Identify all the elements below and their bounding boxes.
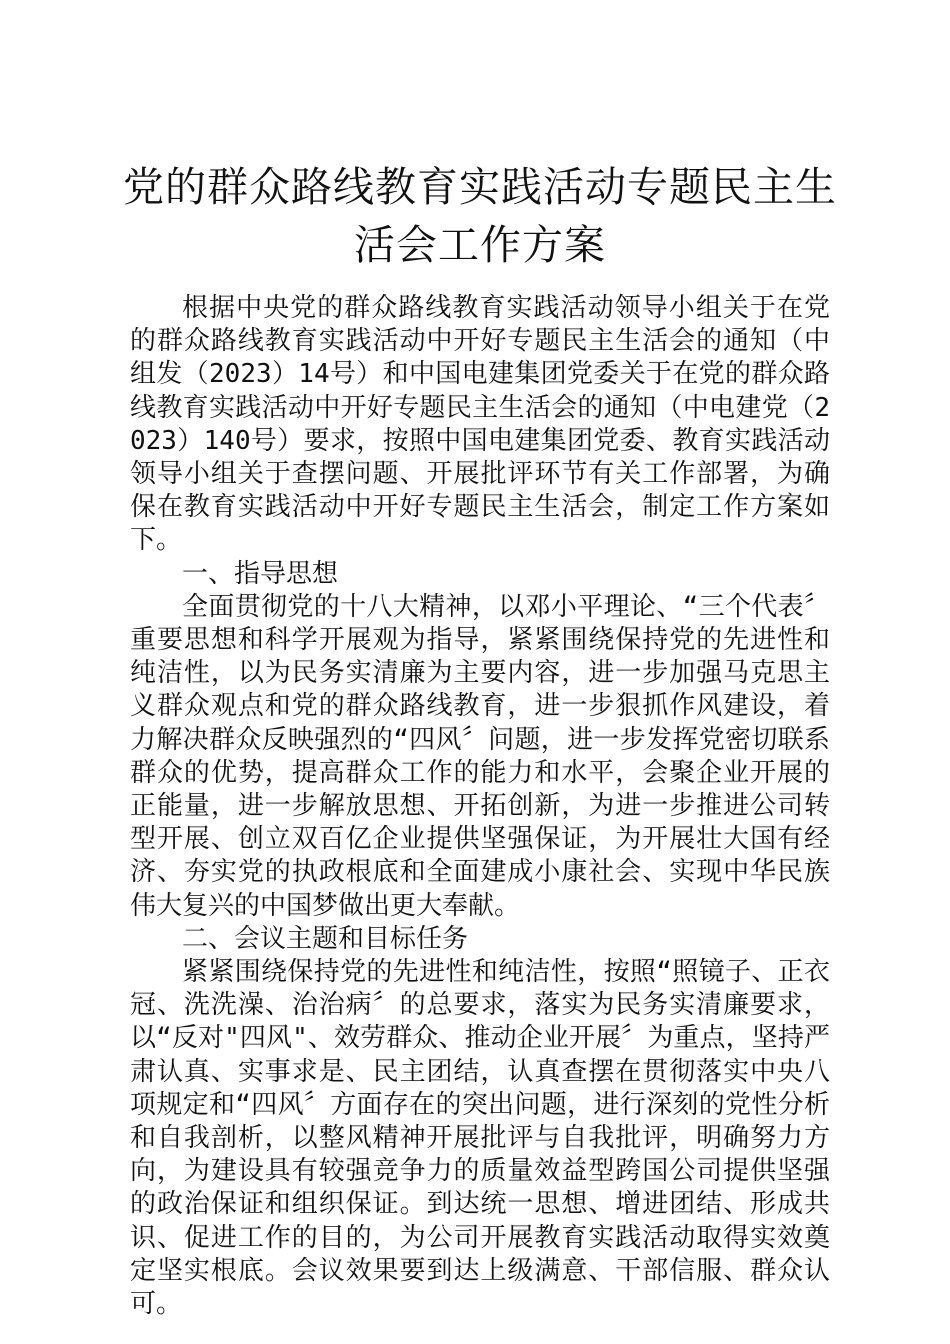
section-heading-meeting-theme: 二、会议主题和目标任务 xyxy=(182,923,469,954)
meeting-theme-paragraph: 紧紧围绕保持党的先进性和纯洁性，按照“照镜子、正衣冠、洗洗澡、治治病〞的总要求，落实为民务实清廉要求，以“反对"四风"、效劳群众、推动企业开展〞为重点，坚持严肃认真、实事求是、民主团结，认真查摆在贯彻落实中央八项规定和“四风〞方面存在的突出问题，进行深刻的党性分析和自我剖析，以整风精神开展批评与自我批评，明确努力方向，为建设具有较强竞争力的质量效益型跨国公司提供坚强的政治保证和组织保证。到达统一思想、增进团结、形成共识、促进工作的目的，为公司开展教育实践活动取得实效奠定坚实根底。会议效果要到达上级满意、干部信服、群众认可。 xyxy=(130,957,830,1320)
guiding-ideology-paragraph: 全面贯彻党的十八大精神，以邓小平理论、“三个代表〞重要思想和科学开展观为指导，紧紧围绕保持党的先进性和纯洁性，以为民务实清廉为主要内容，进一步加强马克思主义群众观点和党的群众路线教育，进一步狠抓作风建设，着力解决群众反映强烈的“四风〞问题，进一步发挥党密切联系群众的优势，提高群众工作的能力和水平，会聚企业开展的正能量，进一步解放思想、开拓创新，为进一步推进公司转型开展、创立双百亿企业提供坚强保证，为开展壮大国有经济、夯实党的执政根底和全面建成小康社会、实现中华民族伟大复兴的中国梦做出更大奉献。 xyxy=(130,591,830,921)
section-heading-guiding-ideology: 一、指导思想 xyxy=(182,558,339,589)
document-body xyxy=(130,292,830,1321)
intro-paragraph: 根据中央党的群众路线教育实践活动领导小组关于在党的群众路线教育实践活动中开好专题民主生活会的通知（中组发（2023）14号）和中国电建集团党委关于在党的群众路线教育实践活动中开好专题民主生活会的通知（中电建党（2023）140号）要求，按照中国电建集团党委、教育实践活动领导小组关于查摆问题、开展批评环节有关工作部署，为确保在教育实践活动中开好专题民主生活会，制定工作方案如下。 xyxy=(130,293,830,556)
document-title: 党的群众路线教育实践活动专题民主生活会工作方案 xyxy=(123,163,837,269)
